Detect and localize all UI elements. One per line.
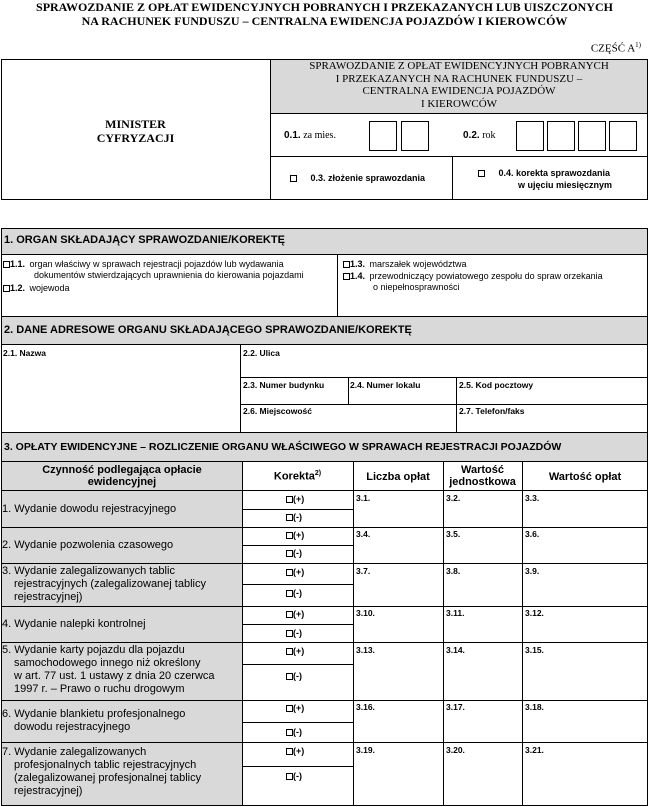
table-row-3-activity-line-3: rejestracyjnej)	[14, 591, 83, 603]
table-row-6-plus[interactable]	[286, 703, 304, 713]
table-row-7-minus-checkbox[interactable]	[286, 773, 293, 780]
field-unit-label: 2.4. Numer lokalu	[350, 380, 421, 390]
table-row-5-activity-line-4: 1997 r. – Prawo o ruchu drogowym	[14, 683, 185, 695]
table-row-2-value[interactable]: 3.6.	[525, 529, 540, 539]
year-digit-4[interactable]	[609, 121, 637, 151]
table-row-6-minus[interactable]	[286, 727, 302, 737]
table-row-6-value[interactable]: 3.18.	[525, 702, 544, 712]
table-row-7-plus[interactable]	[286, 746, 304, 756]
table-row-7-value[interactable]: 3.21.	[525, 745, 544, 755]
table-row-5-plus-label: (+)	[293, 646, 305, 656]
table-row-2-plus-checkbox[interactable]	[286, 532, 293, 539]
table-row-6-plus-label: (+)	[293, 703, 305, 713]
value-header: Wartość opłat	[548, 471, 622, 483]
header-title-line-3: CENTRALNA EWIDENCJA POJAZDÓW	[362, 85, 556, 97]
table-row-6-plus-checkbox[interactable]	[286, 705, 293, 712]
option-1-2-text: wojewoda	[29, 283, 70, 293]
table-row-6-minus-label: (-)	[293, 727, 302, 737]
table-row-4-unit-value[interactable]: 3.11.	[446, 608, 465, 618]
part-label-footnote: 1)	[635, 41, 641, 49]
table-row-4-minus[interactable]	[286, 628, 302, 638]
table-row-7-minus-label: (-)	[293, 771, 302, 781]
year-digit-3[interactable]	[578, 121, 606, 151]
minister-line-1: MINISTER	[105, 117, 166, 131]
table-row-5-activity-line-3: w art. 77 ust. 1 ustawy z dnia 20 czerwca	[14, 670, 215, 682]
part-label-text: CZĘŚĆ A	[590, 42, 636, 55]
table-row-6-activity-line-2: dowodu rejestracyjnego	[14, 721, 131, 733]
table-row-1-unit-value[interactable]: 3.2.	[446, 493, 461, 503]
table-row-7-count[interactable]: 3.19.	[356, 745, 375, 755]
option-1-3[interactable]	[343, 259, 467, 270]
table-row-4-minus-checkbox[interactable]	[286, 630, 293, 637]
count-header: Liczba opłat	[366, 471, 430, 483]
table-row-4-value[interactable]: 3.12.	[525, 608, 544, 618]
option-1-4-number: 1.4.	[350, 271, 366, 281]
section-2-body	[1, 344, 648, 433]
table-row-3-activity-line-1: 3. Wydanie zalegalizowanych tablic	[2, 565, 175, 577]
table-row-2-unit-value[interactable]: 3.5.	[446, 529, 461, 539]
table-row-5-count[interactable]: 3.13.	[356, 645, 375, 655]
table-row-3-minus-label: (-)	[293, 588, 302, 598]
month-digit-2[interactable]	[401, 121, 429, 151]
submit-option[interactable]	[290, 173, 425, 183]
table-row-7-activity-line-2: profesjonalnych tablic rejestracyjnych	[14, 759, 197, 771]
field-postal-label: 2.5. Kod pocztowy	[459, 380, 534, 390]
header-title	[271, 60, 647, 110]
option-1-1[interactable]	[3, 259, 336, 281]
unit-value-header-line-1: Wartość	[461, 464, 504, 476]
table-row-7-activity	[2, 746, 201, 798]
unit-value-header-line-2: jednostkowa	[449, 476, 516, 488]
table-row-1-minus-checkbox[interactable]	[286, 514, 293, 521]
table-row-5-value[interactable]: 3.15.	[525, 645, 544, 655]
unit-value-header	[443, 464, 522, 488]
section-2-title: 2. DANE ADRESOWE ORGANU SKŁADAJĄCEGO SPRAWOZDANIE/KOREKTĘ	[4, 324, 412, 336]
table-row-2-minus-label: (-)	[293, 548, 302, 558]
table-row-1-minus[interactable]	[286, 512, 302, 522]
option-1-4-text: przewodniczący powiatowego zespołu do spraw orzekania	[369, 271, 603, 281]
table-row-1-plus-label: (+)	[293, 494, 305, 504]
option-1-4[interactable]	[343, 271, 647, 293]
table-row-4-plus[interactable]	[286, 609, 304, 619]
table-row-1-plus[interactable]	[286, 494, 304, 504]
correction-header	[242, 470, 353, 483]
table-row-3-value[interactable]: 3.9.	[525, 566, 540, 576]
part-label	[591, 41, 641, 55]
table-row-3-plus-checkbox[interactable]	[286, 569, 293, 576]
table-row-5-activity-line-1: 5. Wydanie karty pojazdu dla pojazdu	[2, 644, 185, 656]
minister-line-2: CYFRYZACJI	[96, 131, 175, 145]
year-text: rok	[479, 130, 496, 141]
table-row-1-activity: 1. Wydanie dowodu rejestracyjnego	[2, 503, 177, 515]
year-label	[463, 130, 496, 141]
table-row-7-plus-label: (+)	[293, 746, 305, 756]
table-row-1-value[interactable]: 3.3.	[525, 493, 540, 503]
activity-header	[2, 464, 242, 488]
section-3-title: 3. OPŁATY EWIDENCYJNE – ROZLICZENIE ORGANU WŁAŚCIWEGO W SPRAWACH REJESTRACJI POJAZDÓW	[4, 441, 562, 453]
table-row-2-count[interactable]: 3.4.	[356, 529, 371, 539]
option-1-2-checkbox[interactable]	[3, 285, 10, 292]
table-row-5-minus-checkbox[interactable]	[286, 673, 293, 680]
submit-checkbox[interactable]	[290, 175, 297, 182]
field-building-label: 2.3. Numer budynku	[243, 380, 325, 390]
table-row-4-plus-label: (+)	[293, 609, 305, 619]
correction-label-line-1: 0.4. korekta sprawozdania	[498, 168, 611, 178]
field-city-label: 2.6. Miejscowość	[243, 406, 312, 416]
document-title	[0, 0, 649, 28]
table-row-5-plus-checkbox[interactable]	[286, 648, 293, 655]
table-row-4-count[interactable]: 3.10.	[356, 608, 375, 618]
option-1-3-text: marszałek województwa	[369, 259, 467, 269]
section-1-title: 1. ORGAN SKŁADAJĄCY SPRAWOZDANIE/KOREKTĘ	[4, 234, 285, 246]
table-row-5-activity-line-2: samochodowego innego niż określony	[14, 657, 201, 669]
submit-label: 0.3. złożenie sprawozdania	[310, 173, 426, 183]
correction-label-line-2: w ujęciu miesięcznym	[518, 180, 613, 190]
table-row-3-minus-checkbox[interactable]	[286, 590, 293, 597]
option-1-2-number: 1.2.	[10, 283, 26, 293]
table-row-2-plus-label: (+)	[293, 530, 305, 540]
activity-header-line-2: ewidencyjnej	[87, 476, 157, 488]
month-number: 0.1.	[284, 130, 301, 141]
table-row-7-activity-line-1: 7. Wydanie zalegalizowanych	[2, 746, 147, 758]
correction-checkbox[interactable]	[478, 170, 485, 177]
option-1-1-checkbox[interactable]	[3, 261, 10, 268]
table-row-5-minus[interactable]	[286, 671, 302, 681]
table-row-6-count[interactable]: 3.16.	[356, 702, 375, 712]
month-text: za mies.	[300, 130, 336, 141]
table-row-1-plus-checkbox[interactable]	[286, 496, 293, 503]
table-row-6-unit-value[interactable]: 3.17.	[446, 702, 465, 712]
table-row-6-minus-checkbox[interactable]	[286, 729, 293, 736]
year-digit-2[interactable]	[547, 121, 575, 151]
table-row-7-unit-value[interactable]: 3.20.	[446, 745, 465, 755]
document-title-line-1: SPRAWOZDANIE Z OPŁAT EWIDENCYJNYCH POBRANYCH I PRZEKAZANYCH LUB UISZCZONYCH	[36, 0, 613, 14]
table-row-2-minus[interactable]	[286, 548, 302, 558]
field-phone-label: 2.7. Telefon/faks	[459, 406, 525, 416]
table-row-4-plus-checkbox[interactable]	[286, 611, 293, 618]
table-row-1-count[interactable]: 3.1.	[356, 493, 371, 503]
table-row-3-plus[interactable]	[286, 567, 304, 577]
option-1-4-checkbox[interactable]	[343, 273, 350, 280]
correction-header-footnote: 2)	[314, 470, 322, 477]
header-title-line-4: I KIEROWCÓW	[420, 97, 498, 110]
field-street-label: 2.2. Ulica	[243, 348, 280, 358]
table-row-3-plus-label: (+)	[293, 567, 305, 577]
correction-option[interactable]	[478, 167, 612, 191]
table-row-5-unit-value[interactable]: 3.14.	[446, 645, 465, 655]
table-row-4-minus-label: (-)	[293, 628, 302, 638]
option-1-3-number: 1.3.	[350, 259, 366, 269]
table-row-4-activity: 4. Wydanie nalepki kontrolnej	[2, 618, 146, 630]
table-row-3-unit-value[interactable]: 3.8.	[446, 566, 461, 576]
option-1-4-text-2: o niepełnosprawności	[373, 282, 460, 292]
option-1-2[interactable]	[3, 283, 70, 294]
option-1-1-text: organ właściwy w sprawach rejestracji pojazdów lub wydawania	[29, 259, 284, 269]
minister-label	[1, 117, 270, 145]
header-title-line-2: I PRZEKAZANYCH NA RACHUNEK FUNDUSZU –	[335, 72, 583, 85]
table-row-5-plus[interactable]	[286, 646, 304, 656]
table-row-2-activity: 2. Wydanie pozwolenia czasowego	[2, 539, 174, 551]
option-1-1-text-2: dokumentów stwierdzających uprawnienia do kierowania pojazdami	[34, 270, 304, 280]
year-digit-1[interactable]	[516, 121, 544, 151]
option-1-1-number: 1.1.	[10, 259, 26, 269]
table-row-3-minus[interactable]	[286, 588, 302, 598]
activity-header-line-1: Czynność podlegająca opłacie	[42, 464, 202, 476]
field-name-label: 2.1. Nazwa	[3, 348, 46, 358]
month-digit-1[interactable]	[369, 121, 397, 151]
table-row-7-activity-line-3: (zalegalizowanej profesjonalnej tablicy	[14, 772, 202, 784]
table-row-5-minus-label: (-)	[293, 671, 302, 681]
table-row-6-activity	[2, 708, 185, 734]
year-number: 0.2.	[463, 130, 480, 141]
correction-header-text: Korekta	[273, 470, 315, 483]
table-row-3-count[interactable]: 3.7.	[356, 566, 371, 576]
table-row-5-activity	[2, 644, 215, 696]
option-1-3-checkbox[interactable]	[343, 261, 350, 268]
table-row-3-activity	[2, 565, 206, 604]
table-row-1-minus-label: (-)	[293, 512, 302, 522]
document-title-line-2: NA RACHUNEK FUNDUSZU – CENTRALNA EWIDENCJA POJAZDÓW I KIEROWCÓW	[81, 14, 568, 28]
month-label	[284, 130, 336, 141]
table-row-7-minus[interactable]	[286, 771, 302, 781]
table-row-7-activity-line-4: rejestracyjnej)	[14, 785, 83, 797]
header-title-line-1: SPRAWOZDANIE Z OPŁAT EWIDENCYJNYCH POBRANYCH	[309, 60, 609, 72]
table-row-6-activity-line-1: 6. Wydanie blankietu profesjonalnego	[2, 708, 186, 720]
table-row-3-activity-line-2: rejestracyjnych (zalegalizowanej tablicy	[14, 578, 206, 590]
table-row-7-plus-checkbox[interactable]	[286, 748, 293, 755]
table-row-2-plus[interactable]	[286, 530, 304, 540]
table-row-2-minus-checkbox[interactable]	[286, 550, 293, 557]
